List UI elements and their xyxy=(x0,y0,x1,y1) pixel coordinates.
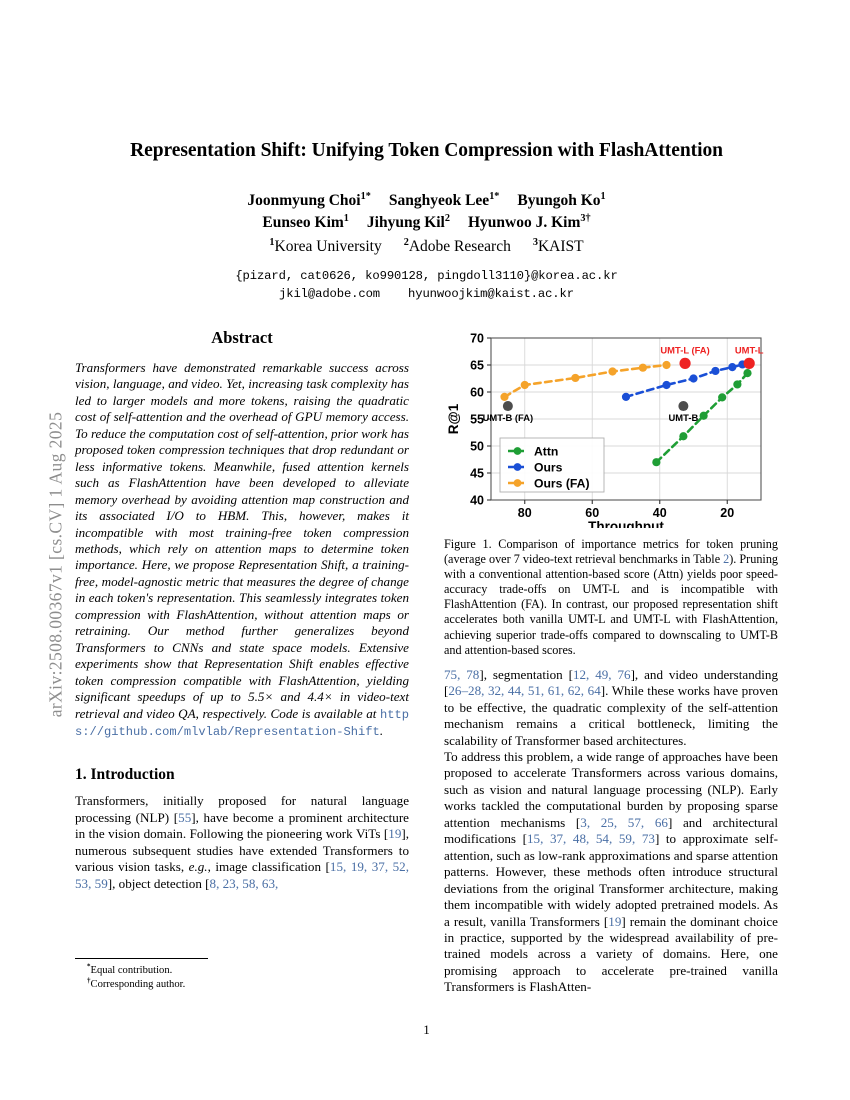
text-run: ]. While these works have proven to be effective, the quadratic complexity of the self-attention mechanism remains a critical bottleneck, limiting the scalability of Transformer based architectures. xyxy=(444,683,779,748)
text-run: Figure 1. Comparison of importance metrics for token pruning (average over 7 video-text retrieval benchmarks in Table xyxy=(444,537,778,567)
data-point xyxy=(571,374,579,382)
author: Byungoh Ko$^1$ xyxy=(517,190,606,209)
text-run: Transformers have demonstrated remarkable success across vision, language, and video. Yet, increasing task complexity has led to larger models and more tokens, raising the quadratic cost of self-attention and the overhead of GPU memory access. To reduce the computation cost of self-attention, prior work has proposed token compression techniques that drop redundant or less informative tokens. Meanwhile, fused attention kernels such as FlashAttention have been developed to alleviate memory overhead by avoiding attention map construction and its associated I/O to HBM. This, however, makes it incompatible with most training-free token compression methods, which rely on attention maps to determine token importance. Here, we propose Representation Shift, a training-free, model-agnostic metric that measures the degree of change in each token's representation. This seamlessly integrates token compression with FlashAttention, without attention maps or retraining. Our method further generalizes beyond Transformers to CNNs and state space models. Extensive experiments show that Representation Shift enables effective token compression compatible with FlashAttention, yielding significant speedups of up to 5.5× and 4.4× in video-text retrieval and video QA, respectively. Code is available at xyxy=(75,360,409,721)
x-axis-tick-label: 40 xyxy=(652,506,667,520)
emphasis: e.g. xyxy=(188,859,208,875)
legend-marker xyxy=(514,447,522,455)
citation-link[interactable]: 55 xyxy=(178,809,192,825)
y-axis-tick-label: 40 xyxy=(470,493,484,508)
reference-point-label: UMT-B (FA) xyxy=(482,412,534,424)
reference-point xyxy=(679,358,690,369)
author-affil-mark: 1 xyxy=(600,190,606,202)
citation-link[interactable]: 15, 37, 48, 54, 59, 73 xyxy=(526,831,655,847)
text-run: , image classification [ xyxy=(207,859,330,875)
y-axis-label: R@1 xyxy=(446,403,461,435)
reference-point-label: UMT-L (FA) xyxy=(660,344,710,356)
y-axis-tick-label: 70 xyxy=(470,331,484,346)
data-point xyxy=(639,364,647,372)
x-axis-tick-label: 20 xyxy=(720,506,735,520)
legend-label: Attn xyxy=(534,444,559,459)
data-point xyxy=(521,381,529,389)
author-affil-mark: 3† xyxy=(580,212,591,224)
y-axis-tick-label: 60 xyxy=(470,385,484,400)
right-paragraph-2 xyxy=(444,749,778,996)
data-point xyxy=(652,458,660,466)
data-point xyxy=(718,393,726,401)
author-row-2 xyxy=(75,212,778,234)
legend-marker xyxy=(514,463,522,471)
email-line-2 xyxy=(75,285,778,304)
scatter-chart xyxy=(444,328,778,528)
author: Joonmyung Choi$^{1*}$ xyxy=(247,190,371,209)
author: Sanghyeok Lee$^{1*}$ xyxy=(388,190,500,209)
abstract-heading: Abstract xyxy=(211,328,273,347)
figure-1-plot xyxy=(444,328,778,528)
citation-link[interactable]: 15, 19, 37, 52, 53, 59 xyxy=(75,859,410,891)
author-list xyxy=(75,190,778,258)
text-run: ], object detection [ xyxy=(107,875,210,891)
author-affil-mark: 1* xyxy=(489,190,500,202)
text-run: ], have become a prominent architecture in the vision domain. Following the pioneering work ViTs [ xyxy=(75,809,409,842)
author: Eunseo Kim$^1$ xyxy=(262,212,349,231)
introduction-paragraph-1 xyxy=(75,793,409,892)
abstract-text xyxy=(75,360,409,740)
reference-point-label: UMT-B xyxy=(668,412,699,424)
data-point xyxy=(622,393,630,401)
footnote-equal-contribution: *Equal contribution. xyxy=(87,962,173,976)
data-point xyxy=(728,363,736,371)
affiliation: $^1$Korea University xyxy=(269,236,382,255)
legend-label: Ours (FA) xyxy=(534,476,590,491)
text-run: . xyxy=(379,722,384,738)
author-row-1 xyxy=(75,190,778,212)
y-axis-tick-label: 65 xyxy=(470,358,484,373)
y-axis-tick-label: 50 xyxy=(470,439,484,454)
data-point xyxy=(743,369,751,377)
legend-marker xyxy=(514,479,522,487)
citation-link[interactable]: 19 xyxy=(388,826,402,842)
citation-link[interactable]: 12, 49, 76 xyxy=(572,666,631,682)
data-point xyxy=(689,374,697,382)
figure-1-caption xyxy=(444,537,778,658)
data-point xyxy=(662,381,670,389)
affiliation: $^3$KAIST xyxy=(532,236,584,255)
affiliation-row xyxy=(75,236,778,258)
data-point xyxy=(662,361,670,369)
citation-link[interactable]: 75, 78 xyxy=(444,666,480,682)
data-point xyxy=(711,367,719,375)
author: Hyunwoo J. Kim$^{3\dagger}$ xyxy=(467,212,591,231)
citation-link[interactable]: 8, 23, 58, 63, xyxy=(209,875,279,891)
affiliation: $^2$Adobe Research xyxy=(403,236,511,255)
page-number: 1 xyxy=(423,1022,430,1037)
data-point xyxy=(679,432,687,440)
reference-point-label: UMT-L xyxy=(734,344,764,356)
data-point xyxy=(733,380,741,388)
introduction-heading: 1. Introduction xyxy=(75,766,175,784)
left-column xyxy=(75,328,409,892)
right-paragraph-continuation xyxy=(444,667,778,749)
email-block xyxy=(75,267,778,304)
text-run: ], segmentation [ xyxy=(479,666,573,682)
x-axis-tick-label: 80 xyxy=(517,506,532,520)
author-affil-mark: 1* xyxy=(360,190,371,202)
email-line-1: {pizard, cat0626, ko990128, pingdoll3110}@korea.ac.kr xyxy=(235,268,618,283)
reference-point xyxy=(744,358,755,369)
footnote-block xyxy=(75,958,275,991)
data-point xyxy=(608,367,616,375)
citation-link[interactable]: 19 xyxy=(608,913,622,929)
y-axis-tick-label: 55 xyxy=(470,412,484,427)
right-column xyxy=(444,328,778,996)
page-title: Representation Shift: Unifying Token Compression with FlashAttention xyxy=(130,140,723,161)
author: Jihyung Kil$^2$ xyxy=(366,212,450,231)
page-content xyxy=(75,0,778,1100)
data-point xyxy=(700,412,708,420)
citation-link[interactable]: 2 xyxy=(723,552,730,567)
footnote-corresponding-author: †Corresponding author. xyxy=(87,976,186,990)
author-affil-mark: 1 xyxy=(343,212,349,224)
text-run: To address this problem, a wide range of approaches have been proposed to accelerate Transformers across various domains, such as vision and natural language processing (NLP). Early works tackled the computational burden by proposing sparse attention mechanisms [ xyxy=(444,749,778,830)
text-run: ] to approximate self-attention, such as low-rank approximations and sparse attention patterns. However, these methods often introduce structural deviations from the original Transformer architecture, making them incompatible with widely adopted pretrained models. As a result, vanilla Transformers [ xyxy=(444,831,779,929)
title-block xyxy=(75,140,778,304)
citation-link[interactable]: 26–28, 32, 44, 51, 61, 62, 64 xyxy=(448,683,601,699)
reference-point xyxy=(503,401,513,411)
figure-1 xyxy=(444,328,778,658)
author-affil-mark: 2 xyxy=(444,212,450,224)
x-axis-tick-label: 60 xyxy=(585,506,600,520)
code-repository-link[interactable]: https://github.com/mlvlab/Representation-Shift xyxy=(75,707,409,739)
data-point xyxy=(500,393,508,401)
footnote-rule xyxy=(75,958,208,959)
text-run: Transformers, initially proposed for natural language processing (NLP) [ xyxy=(75,793,409,825)
arxiv-stamp: arXiv:2508.00367v1 [cs.CV] 1 Aug 2025 xyxy=(45,411,66,718)
text-run: ], numerous subsequent studies have extended Transformers to various vision tasks, xyxy=(75,826,409,875)
email-adobe: jkil@adobe.com xyxy=(279,287,381,301)
reference-point xyxy=(678,401,688,411)
citation-link[interactable]: 3, 25, 57, 66 xyxy=(580,814,668,830)
text-run: ] and architectural modifications [ xyxy=(444,814,778,847)
email-kaist: hyunwoojkim@kaist.ac.kr xyxy=(408,287,574,301)
y-axis-tick-label: 45 xyxy=(470,466,484,481)
text-run: ], and video understanding [ xyxy=(444,666,779,699)
text-run: ] remain the dominant choice in practice, supported by the widespread availability of pre-trained models across a variety of domains. Here, one promising approach to accelerate pre-trained vanilla Transformers is FlashAtten- xyxy=(444,913,778,995)
legend-label: Ours xyxy=(534,460,563,475)
text-run: ). Pruning with a conventional attention-based score (Attn) yields poor speed-accuracy trade-offs on UMT-L and is incompatible with FlashAttention (FA). In contrast, our proposed representation shift accelerates both vanilla UMT-L and UMT-L with FlashAttention, achieving superior trade-offs compared to downscaling to UMT-B and attention-based scores. xyxy=(444,552,779,657)
x-axis-label: Throughput xyxy=(588,519,664,528)
